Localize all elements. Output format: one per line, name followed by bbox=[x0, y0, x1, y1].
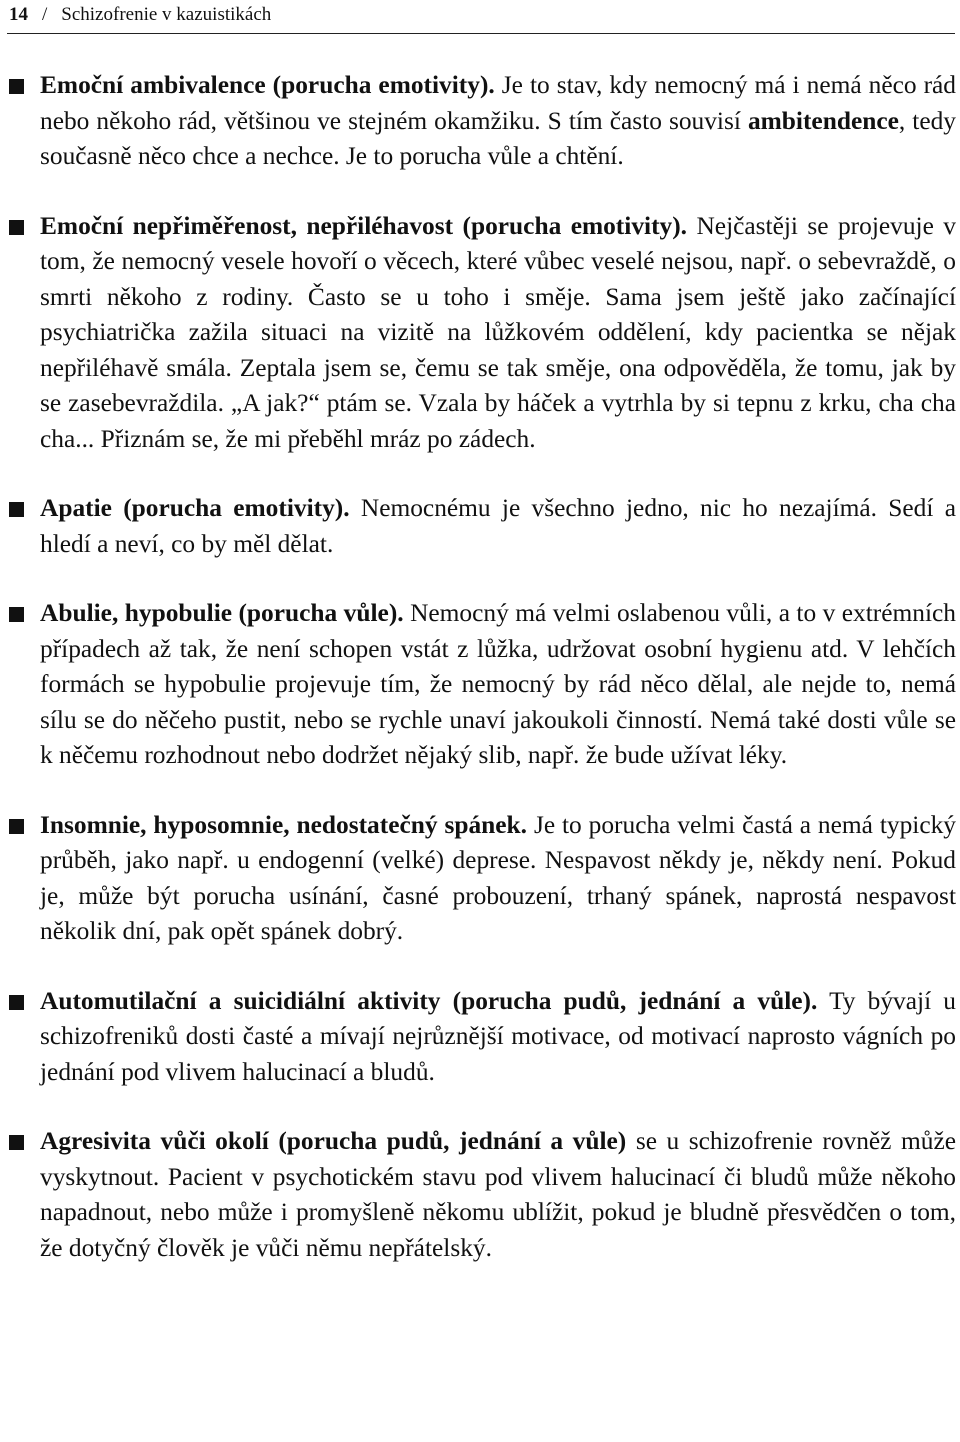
header-separator: / bbox=[42, 4, 48, 25]
square-bullet-icon bbox=[9, 607, 24, 622]
entry-term: Agresivita vůči okolí (porucha pudů, jednání a vůle) bbox=[40, 1127, 627, 1155]
square-bullet-icon bbox=[9, 819, 24, 834]
header-rule bbox=[7, 33, 955, 34]
entry-term: Abulie, hypobulie (porucha vůle). bbox=[40, 599, 404, 627]
entry-text: , tedy současně něco chce a nechce. Je to porucha vůle a chtění. bbox=[40, 106, 956, 170]
entry-text: Ty bývají u schizofreniků dosti časté a mívají nejrůznější motivace, od motivací naprosto vágních po jednání pod vlivem halucinací a bludů. bbox=[40, 986, 956, 1086]
entry-text: se u schizofrenie rovněž může vyskytnout. Pacient v psychotickém stavu pod vlivem halucinací či bludů může někoho napadnout, nebo může i promyšleně někomu ublížit, pokud je bludně přesvědčen o tom, že dotyčný člověk je vůči němu nepřátelský. bbox=[40, 1127, 956, 1262]
entry-text: Nemocnému je všechno jedno, nic ho nezajímá. Sedí a hledí a neví, co by měl dělat. bbox=[40, 494, 956, 558]
entry-term: Automutilační a suicidiální aktivity (porucha pudů, jednání a vůle). bbox=[40, 986, 818, 1015]
square-bullet-icon bbox=[9, 1135, 24, 1150]
entry-agresivita bbox=[0, 1124, 960, 1266]
page-number: 14 bbox=[9, 4, 28, 25]
entry-insomnie bbox=[0, 808, 960, 950]
entry-list bbox=[0, 68, 960, 1266]
square-bullet-icon bbox=[9, 220, 24, 235]
entry-abulie bbox=[0, 596, 960, 774]
entry-text: Nejčastěji se projevuje v tom, že nemocný vesele hovoří o věcech, které vůbec veselé nejsou, např. o sebevraždě, o smrti někoho z rodiny. Často se u toho i směje. Sama jsem ještě jako začínající psychiatrička zažila situaci na vizitě na lůžkovém oddělení, kdy pacientka se nějak nepřiléhavě smála. Zeptala jsem se, čemu se tak směje, ona odpověděla, že tomu, jak by se zasebevraždila. „A jak?“ ptám se. Vzala by háček a vytrhla by si tepnu z krku, cha cha cha... Přiznám se, že mi přeběhl mráz po zádech. bbox=[40, 211, 956, 453]
entry-text: Je to porucha velmi častá a nemá typický průběh, jako např. u endogenní (velké) deprese. Nespavost někdy je, někdy není. Pokud je, může být porucha usínání, časné probouzení, trhaný spánek, naprostá nespavost několik dní, pak opět spánek dobrý. bbox=[40, 810, 956, 945]
book-title: Schizofrenie v kazuistikách bbox=[61, 4, 272, 25]
entry-term-inline: ambitendence bbox=[747, 106, 899, 135]
entry-text: Nemocný má velmi oslabenou vůli, a to v extrémních případech až tak, že není schopen vstát z lůžka, udržovat osobní hygienu atd. V lehčích formách se hypobulie projevuje tím, že nemocný by rád něco dělal, ale nejde to, nemá sílu se do něčeho pustit, nebo se rychle unaví jakoukoli činností. Nemá také dosti vůle se k něčemu rozhodnout nebo dodržet nějaký slib, např. že bude užívat léky. bbox=[40, 599, 957, 769]
entry-term: Emoční ambivalence (porucha emotivity). bbox=[40, 71, 495, 99]
square-bullet-icon bbox=[9, 995, 24, 1010]
entry-text: Je to stav, kdy nemocný má i nemá něco rád nebo někoho rád, většinou ve stejném okamžiku. S tím často souvisí bbox=[40, 71, 956, 135]
entry-apatie bbox=[0, 491, 960, 562]
entry-term: Insomnie, hyposomnie, nedostatečný spánek. bbox=[40, 810, 528, 839]
entry-ambivalence bbox=[0, 68, 960, 175]
square-bullet-icon bbox=[9, 79, 24, 94]
entry-term: Emoční nepřiměřenost, nepřiléhavost (porucha emotivity). bbox=[40, 211, 688, 240]
running-header bbox=[9, 3, 271, 27]
entry-term: Apatie (porucha emotivity). bbox=[40, 494, 350, 522]
entry-nepriměřenost bbox=[0, 209, 960, 458]
entry-automutilace bbox=[0, 984, 960, 1091]
square-bullet-icon bbox=[9, 502, 24, 517]
